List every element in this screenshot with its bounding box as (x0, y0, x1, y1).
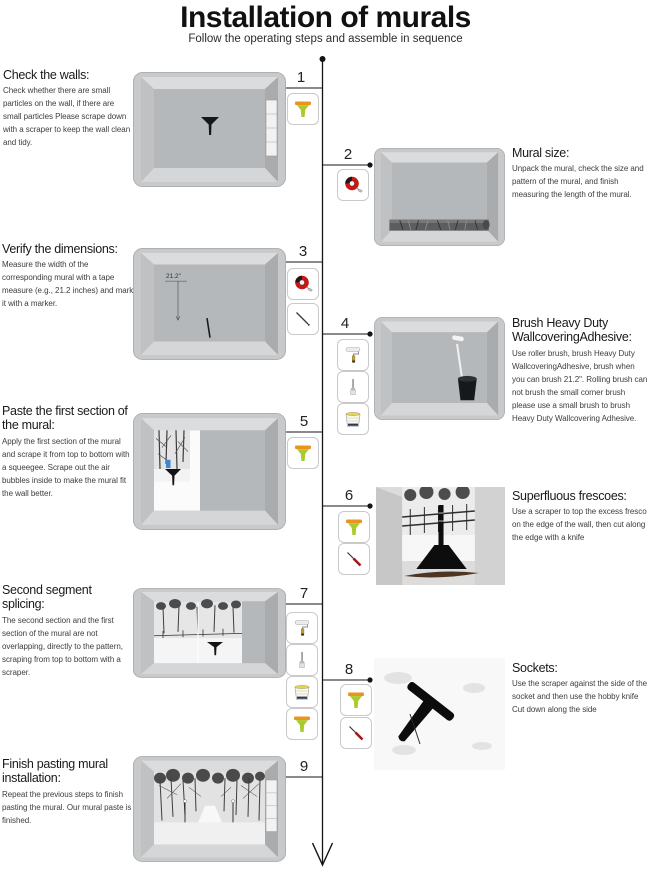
marker-icon (292, 308, 314, 330)
step-2-image-mural-unpacked (374, 148, 505, 246)
step-9-body: Repeat the previous steps to finish pasting the mural. Our mural paste is finished. (2, 789, 132, 825)
step-7-tool-roller-brush (286, 612, 318, 644)
flat-brush-icon (342, 376, 364, 398)
step-4-tool-roller-brush (337, 339, 369, 371)
step-5-text (2, 404, 134, 501)
step-8-image-socket (374, 658, 505, 770)
tape-measure-icon (292, 273, 314, 295)
page-title: Installation of murals (180, 1, 471, 34)
tape-measure-icon (342, 174, 364, 196)
step-number-6: 6 (344, 487, 354, 504)
step-2-text (512, 146, 649, 202)
page-subtitle: Follow the operating steps and assemble in sequence (188, 33, 463, 45)
step-number-9: 9 (299, 758, 309, 775)
step-4-tool-flat-brush (337, 371, 369, 403)
svg-text:21.2": 21.2" (166, 273, 181, 281)
step-6-heading: Superfluous frescoes: (512, 489, 627, 503)
step-5-body: Apply the first section of the mural and scrape it from top to bottom with a squeegee. Scrape out the air bubbles inside to make the mural fit the wall better. (2, 436, 130, 498)
blue-figure (166, 460, 171, 468)
step-4-tool-adhesive-bucket (337, 403, 369, 435)
step-6-image-trim-edge (376, 487, 505, 585)
step-number-5: 5 (299, 413, 309, 430)
step-4-text (512, 316, 649, 425)
step-5-image-first-strip (133, 413, 286, 530)
step-3-heading: Verify the dimensions: (2, 242, 118, 256)
timeline-arrow-icon (313, 843, 333, 865)
step-2-tool-tape-measure (337, 169, 369, 201)
timeline-start-dot (320, 56, 326, 62)
step-7-heading: Second segment splicing: (2, 583, 92, 612)
step-number-7: 7 (299, 585, 309, 602)
squeegee-icon (343, 516, 365, 538)
squeegee-icon (291, 713, 313, 735)
step-number-3: 3 (298, 243, 308, 260)
step-3-body: Measure the width of the corresponding mural with a tape measure (e.g., 21.2 inches) and mark it with a marker. (2, 260, 134, 309)
step-9-heading: Finish pasting mural installation: (2, 757, 108, 786)
step-8-text (512, 661, 649, 717)
paint-bucket (458, 376, 477, 400)
roller-brush-icon (342, 344, 364, 366)
step-4-heading: Brush Heavy Duty WallcoveringAdhesive: (512, 316, 632, 345)
mural-full (154, 769, 265, 845)
step-4-image-adhesive (374, 317, 505, 420)
squeegee-icon (345, 689, 367, 711)
step-7-body: The second section and the first section of the mural are not overlapping, directly to the pattern, scraping from top to bottom with a scraper. (2, 615, 123, 677)
step-7-tool-adhesive-bucket (286, 676, 318, 708)
step-2-body: Unpack the mural, check the size and pattern of the mural, and finish measuring the length of the mural. (512, 164, 644, 200)
step-8-tool-knife (340, 717, 372, 749)
step-8-tool-squeegee (340, 684, 372, 716)
knife-icon (343, 548, 365, 570)
step-3-image-measuring (133, 248, 286, 360)
step-1-body: Check whether there are small particles on the wall, if there are small particles Please scrape down with a scraper to keep the wall clean and tidy. (3, 86, 131, 148)
step-1-text (3, 68, 133, 150)
adhesive-bucket-icon (342, 408, 364, 430)
squeegee-icon (292, 442, 314, 464)
step-2-heading: Mural size: (512, 146, 570, 160)
step-6-tool-knife (338, 543, 370, 575)
step-6-body: Use a scraper to top the excess fresco on the edge of the wall, then cut along the edge with a knife (512, 507, 647, 543)
squeegee-icon (292, 98, 314, 120)
step-6-text (512, 489, 649, 545)
step-4-body: Use roller brush, brush Heavy Duty WallcoveringAdhesive, brush when you can brush 21.2". Rolling brush can not brush the small corner brush please use a small brush to brush Heavy Duty Wallcovering Adhesive. (512, 348, 648, 423)
roller-brush-icon (291, 617, 313, 639)
step-8-heading: Sockets: (512, 661, 558, 675)
mural-two-strips (154, 599, 242, 663)
step-1-heading: Check the walls: (3, 68, 90, 82)
flat-brush-icon (291, 649, 313, 671)
step-7-tool-squeegee (286, 708, 318, 740)
step-7-image-splicing (133, 588, 286, 678)
step-7-tool-flat-brush (286, 644, 318, 676)
step-5-tool-squeegee (287, 437, 319, 469)
step-9-text (2, 757, 136, 828)
step-3-text (2, 242, 134, 311)
step-6-tool-squeegee (338, 511, 370, 543)
step-9-image-finished (133, 756, 286, 862)
step-number-8: 8 (344, 661, 354, 678)
step-number-1: 1 (296, 69, 306, 86)
step-5-heading: Paste the first section of the mural: (2, 404, 128, 433)
step-number-4: 4 (340, 315, 350, 332)
step-8-body: Use the scraper against the side of the socket and then use the hobby knife Cut down along the side (512, 679, 648, 715)
step-7-text (2, 583, 136, 680)
mural-roll (389, 220, 489, 231)
step-number-2: 2 (343, 146, 353, 163)
adhesive-bucket-icon (291, 681, 313, 703)
step-1-image-room-check (133, 72, 286, 187)
step-3-tool-tape-measure (287, 268, 319, 300)
knife-icon (345, 722, 367, 744)
step-3-tool-marker (287, 303, 319, 335)
step-1-tool-squeegee (287, 93, 319, 125)
